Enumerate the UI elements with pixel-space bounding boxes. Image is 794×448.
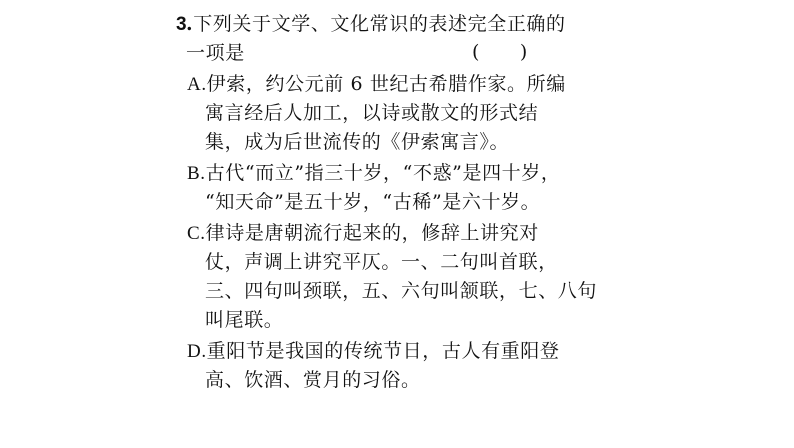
option-b-line-2: “知天命”是五十岁，“古稀”是六十岁。 <box>205 191 541 213</box>
answer-blank: ( ) <box>472 41 528 63</box>
option-c <box>176 219 598 335</box>
option-a-line-2: 寓言经后人加工，以诗或散文的形式结 <box>205 102 539 124</box>
option-b <box>176 159 566 217</box>
option-c-line-1 <box>176 219 566 248</box>
option-c-line-2: 仗，声调上讲究平仄。一、二句叫首联， <box>205 251 558 273</box>
option-a-line-1 <box>176 70 566 99</box>
option-b-line-1 <box>176 159 566 188</box>
option-d-letter: D. <box>187 341 207 362</box>
question-number: 3 <box>176 14 188 35</box>
question-stem-line-2: 一项是 <box>186 42 245 64</box>
option-d-line-1 <box>176 337 566 366</box>
option-a-letter: A. <box>187 74 207 95</box>
option-c-letter: C. <box>187 223 206 244</box>
option-a-line-3: 集，成为后世流传的《伊索寓言》。 <box>205 131 510 153</box>
option-b-text: 古代“而立”指三十岁，“不惑”是四十岁， <box>205 162 561 184</box>
option-a-text: 伊索，约公元前 6 世纪古希腊作家。所编 <box>206 73 566 95</box>
option-c-line-3: 三、四句叫颈联，五、六句叫颔联，七、八句 <box>205 280 598 302</box>
question-stem-text: 下列关于文学、文化常识的表述完全正确的 <box>193 13 566 35</box>
option-d <box>176 337 566 395</box>
option-c-text: 律诗是唐朝流行起来的，修辞上讲究对 <box>205 222 539 244</box>
option-d-text: 重阳节是我国的传统节日，古人有重阳登 <box>206 340 560 362</box>
question-stem-line-1 <box>176 10 566 39</box>
option-a <box>176 70 566 157</box>
option-b-letter: B. <box>187 163 206 184</box>
question-number-dot: . <box>186 13 194 35</box>
option-c-line-4: 叫尾联。 <box>205 309 284 331</box>
option-d-line-2: 高、饮酒、赏月的习俗。 <box>205 369 421 391</box>
question-block <box>176 10 598 395</box>
